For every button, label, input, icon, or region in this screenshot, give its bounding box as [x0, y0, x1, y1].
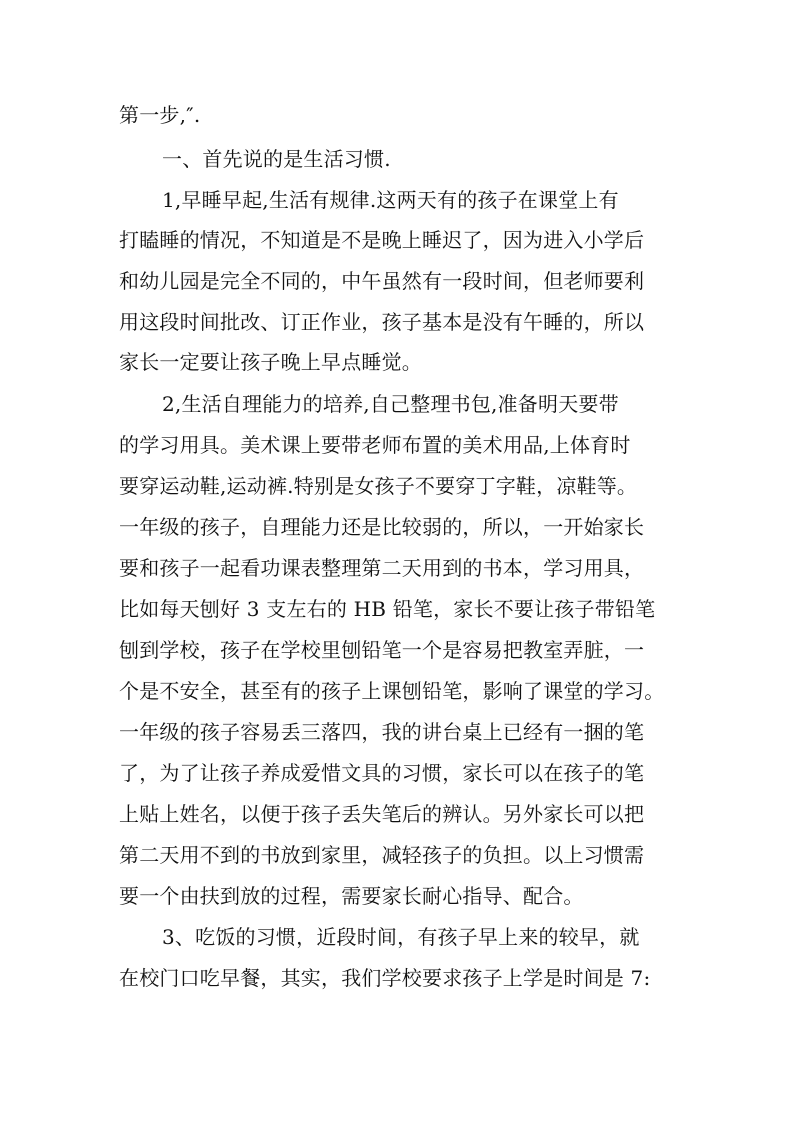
section-heading: 一、首先说的是生活习惯.	[162, 147, 391, 171]
paragraph-2-line-8: 个是不安全，甚至有的孩子上课刨铅笔，影响了课堂的学习。	[119, 679, 665, 703]
paragraph-1-line-5: 家长一定要让孩子晚上早点睡觉。	[119, 350, 422, 374]
paragraph-1-line-2: 打瞌睡的情况，不知道是不是晚上睡迟了，因为进入小学后	[119, 228, 645, 252]
paragraph-2-line-4: 一年级的孩子，自理能力还是比较弱的，所以，一开始家长	[119, 515, 645, 539]
paragraph-2-line-12: 第二天用不到的书放到家里，减轻孩子的负担。以上习惯需	[119, 843, 645, 867]
paragraph-3-line-1: 3、吃饭的习惯，近段时间，有孩子早上来的较早，就	[162, 925, 640, 949]
paragraph-2-line-7: 刨到学校，孩子在学校里刨铅笔一个是容易把教室弄脏，一	[119, 638, 645, 662]
paragraph-1-line-4: 用这段时间批改、订正作业，孩子基本是没有午睡的，所以	[119, 310, 645, 334]
paragraph-2-line-13: 要一个由扶到放的过程，需要家长耐心指导、配合。	[119, 884, 584, 908]
paragraph-2-line-1: 2,生活自理能力的培养,自己整理书包,准备明天要带	[162, 392, 619, 416]
paragraph-2-line-5: 要和孩子一起看功课表整理第二天用到的书本，学习用具，	[119, 556, 645, 580]
paragraph-2-line-2: 的学习用具。美术课上要带老师布置的美术用品,上体育时	[119, 433, 631, 457]
paragraph-1-line-1: 1,早睡早起,生活有规律.这两天有的孩子在课堂上有	[162, 188, 619, 212]
paragraph-2-line-9: 一年级的孩子容易丢三落四，我的讲台桌上已经有一捆的笔	[119, 720, 645, 744]
paragraph-2-line-10: 了，为了让孩子养成爱惜文具的习惯，家长可以在孩子的笔	[119, 761, 645, 785]
paragraph-1-line-3: 和幼儿园是完全不同的，中午虽然有一段时间，但老师要利	[119, 269, 645, 293]
paragraph-2-line-3: 要穿运动鞋,运动裤.特别是女孩子不要穿丁字鞋，凉鞋等。	[119, 474, 638, 498]
paragraph-2-line-11: 上贴上姓名，以便于孩子丢失笔后的辨认。另外家长可以把	[119, 802, 645, 826]
paragraph-2-line-6: 比如每天刨好 3 支左右的 HB 铅笔，家长不要让孩子带铅笔	[119, 597, 656, 621]
text-line-1: 第一步,″.	[119, 103, 201, 127]
paragraph-3-line-2: 在校门口吃早餐，其实，我们学校要求孩子上学是时间是 7:	[119, 966, 651, 990]
